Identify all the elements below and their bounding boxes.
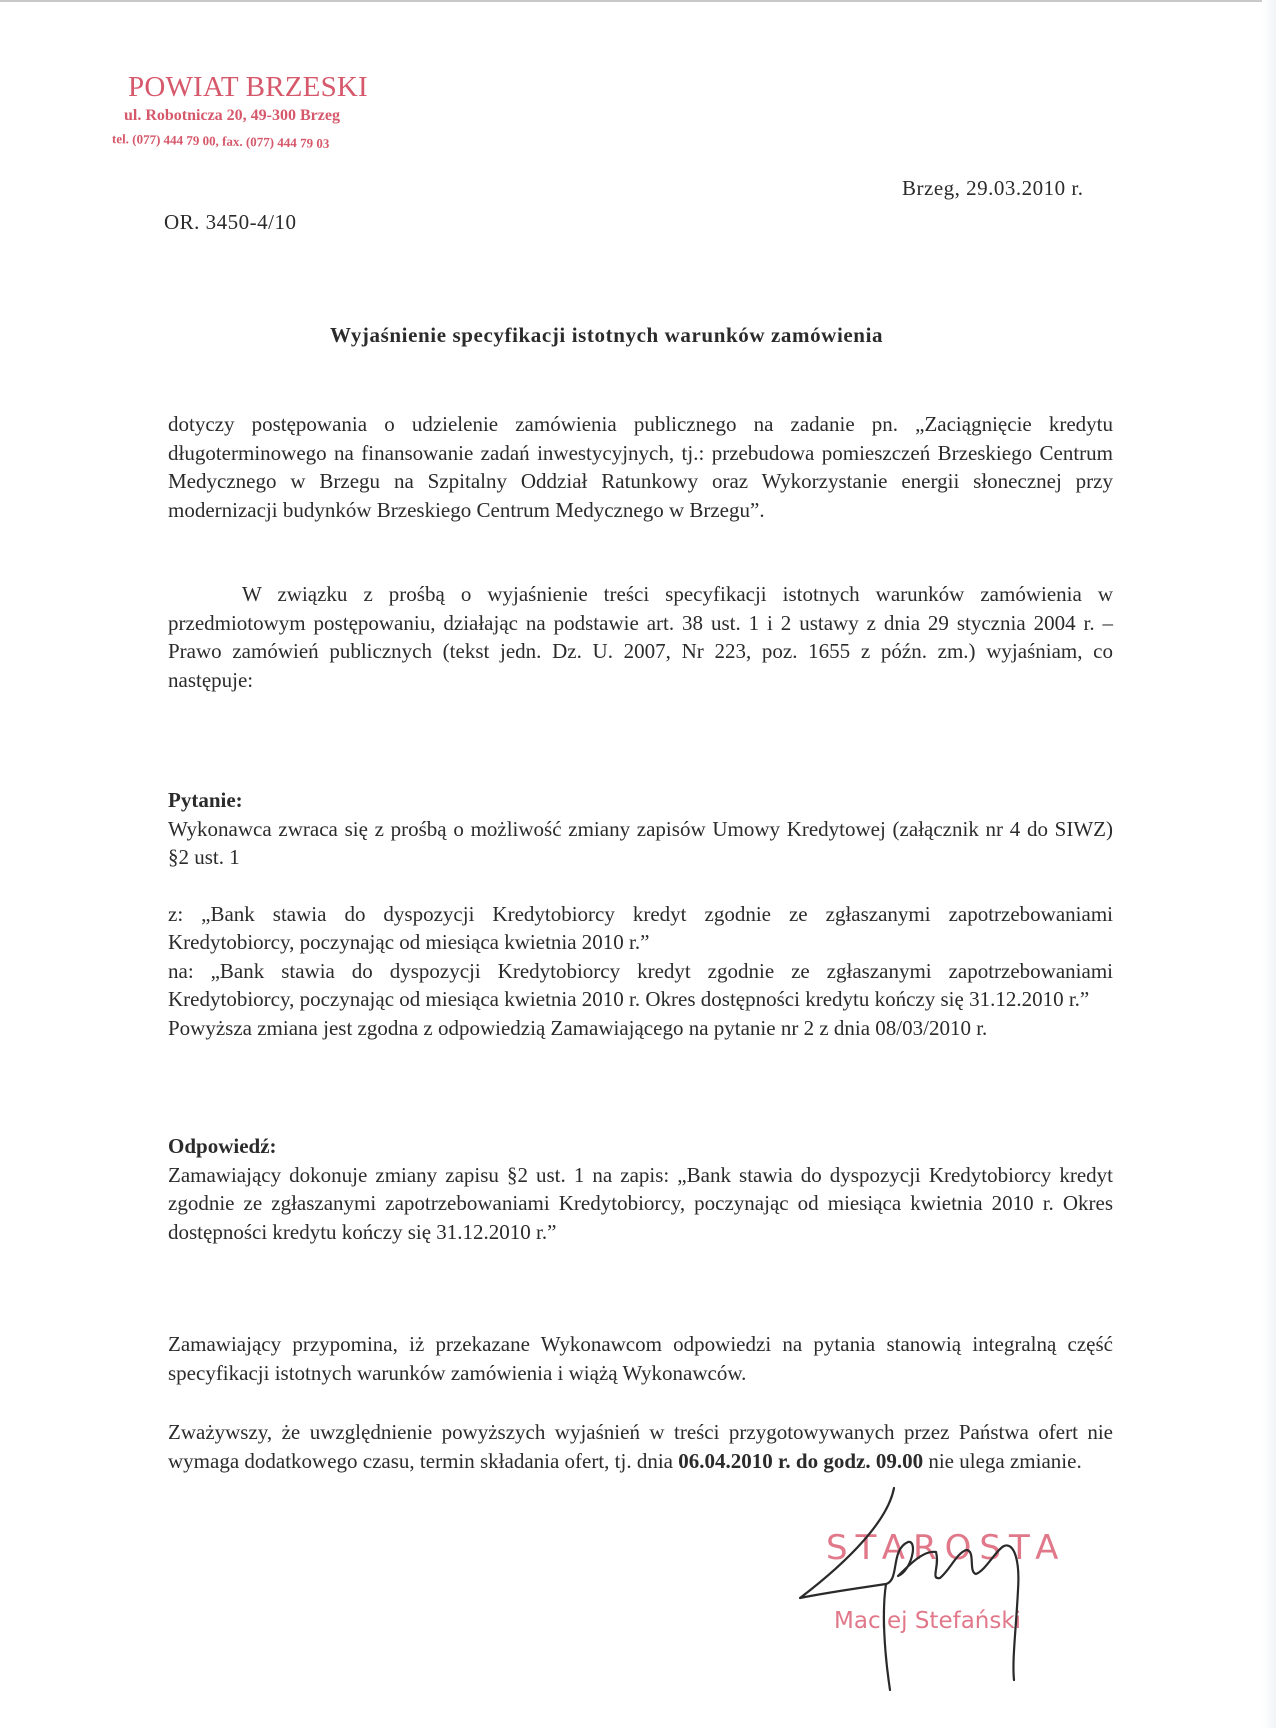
reference-number: OR. 3450-4/10 [164,210,297,234]
stamp-title: STAROSTA [826,1528,1067,1568]
letterhead-name: POWIAT BRZESKI [128,71,368,103]
answer-heading: Odpowiedź: [168,1134,277,1158]
deadline-date: 06.04.2010 r. do godz. 09.00 [678,1448,924,1473]
deadline-paragraph [168,1418,1113,1475]
answer-text: Zamawiający dokonuje zmiany zapisu §2 ust. 1 na zapis: „Bank stawia do dyspozycji Kredytobiorcy kredyt zgodnie ze zgłaszanymi zapotrzebowaniami Kredytobiorcy, poczynając od miesiąca kwietnia 2010 r. Okres dostępności kredytu kończy się 31.12.2010 r.” [168,1162,1113,1244]
document-title: Wyjaśnienie specyfikacji istotnych warunków zamówienia [330,323,884,347]
reminder-text: Zamawiający przypomina, iż przekazane Wykonawcom odpowiedzi na pytania stanowią integralną część specyfikacji istotnych warunków zamówienia i wiążą Wykonawców. [168,1332,1113,1385]
handwritten-signature [790,1480,1070,1700]
place-and-date: Brzeg, 29.03.2010 r. [902,176,1084,200]
deadline-text [168,1418,1113,1475]
letterhead-address: ul. Robotnicza 20, 49-300 Brzeg [124,107,340,124]
question-to: na: „Bank stawia do dyspozycji Kredytobiorcy kredyt zgodnie ze zgłaszanymi zapotrzebowaniami Kredytobiorcy, poczynając od miesiąca kwietnia 2010 r. Okres dostępności kredytu kończy się 31.12.2010 r.” [168,958,1113,1011]
intro-paragraph [168,410,1113,524]
deadline-text-after: nie ulega zmianie. [923,1448,1082,1473]
letterhead [112,70,368,150]
signature-stamp [790,1480,1070,1700]
answer-section [168,1132,1113,1246]
deadline-text-before: Zważywszy, że uwzględnienie powyższych wyjaśnień w treści przygotowywanych przez Państwa ofert nie wymaga dodatkowego czasu, termin składania ofert, tj. dnia [168,1420,1113,1473]
reminder-paragraph [168,1330,1113,1387]
question-section [168,786,1113,1042]
legal-basis-text: W związku z prośbą o wyjaśnienie treści specyfikacji istotnych warunków zamówienia w przedmiotowym postępowaniu, działając na podstawie art. 38 ust. 1 i 2 ustawy z dnia 29 stycznia 2004 r. – Prawo zamówień publicznych (tekst jedn. Dz. U. 2007, Nr 223, poz. 1655 z późn. zm.) wyjaśniam, co następuje: [168,582,1113,692]
question-note: Powyższa zmiana jest zgodna z odpowiedzią Zamawiającego na pytanie nr 2 z dnia 08/03/2010 r. [168,1015,988,1040]
letterhead-phone: tel. (077) 444 79 00, fax. (077) 444 79 03 [111,131,330,151]
question-text: Wykonawca zwraca się z prośbą o możliwość zmiany zapisów Umowy Kredytowej (załącznik nr 4 do SIWZ) §2 ust. 1 [168,816,1113,869]
spacer [168,872,1113,900]
question-from: z: „Bank stawia do dyspozycji Kredytobiorcy kredyt zgodnie ze zgłaszanymi zapotrzebowaniami Kredytobiorcy, poczynając od miesiąca kwietnia 2010 r.” [168,901,1113,954]
intro-text: dotyczy postępowania o udzielenie zamówienia publicznego na zadanie pn. „Zaciągnięcie kredytu długoterminowego na finansowanie zadań inwestycyjnych, tj.: przebudowa pomieszczeń Brzeskiego Centrum Medycznego w Brzegu na Szpitalny Oddział Ratunkowy oraz Wykorzystanie energii słonecznej przy modernizacji budynków Brzeskiego Centrum Medycznego w Brzegu”. [168,412,1113,522]
scan-right-edge [1262,0,1276,1728]
stamp-name: Maciej Stefański [834,1608,1022,1634]
scan-top-edge [0,0,1276,2]
legal-basis-paragraph [168,580,1113,694]
question-heading: Pytanie: [168,788,243,812]
